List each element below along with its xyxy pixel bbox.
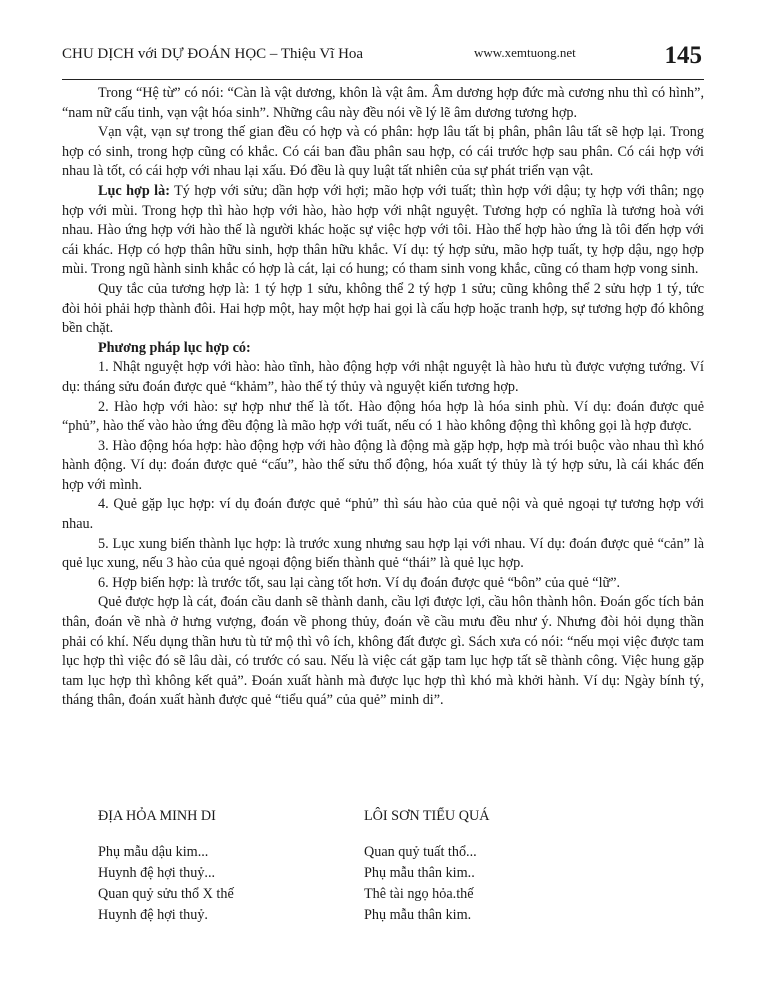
list-item: 3. Hào động hóa hợp: hào động hợp với hào động là động mà gặp hợp, hợp mà trói buộc vào nhau thì khó hành động. Ví dụ: đoán được quẻ “cấu”, hào thế sửu thổ động, hóa xuất tý thủy là tý hợp sửu, là cái khác đến hợp với mình. [62, 437, 704, 493]
hexagram-line: Huynh đệ hợi thuỷ. [98, 907, 208, 923]
section-heading: Phương pháp lục hợp có: [98, 339, 251, 356]
hexagram-line: Quan quỷ tuất thổ... [364, 844, 477, 860]
hexagram-line: Quan quỷ sửu thổ X thế [98, 886, 234, 902]
hexagram-right [364, 806, 624, 923]
hexagram-line: Huynh đệ hợi thuỷ... [98, 865, 216, 881]
hexagram-name: ĐỊA HỎA MINH DI [98, 808, 216, 824]
page-header [62, 42, 704, 80]
paragraph: Vạn vật, vạn sự trong thế gian đều có hợp và có phân: hợp lâu tất bị phân, phân lâu tất sẽ hợp lại. Trong hợp có sinh, trong hợp cũng có khắc. Có cái ban đầu phân sau hợp, có cái trước hợp sau phân. Có cái hợp với nhau là tốt, có cái hợp với nhau lại xấu. Đó đều là quy luật tất nhiên của sự phát triển vạn vật. [62, 124, 704, 180]
body-text [62, 84, 704, 711]
paragraph: Quy tắc của tương hợp là: 1 tý hợp 1 sửu, không thể 2 tý hợp 1 sửu; cũng không thể 2 sửu hợp 1 tý, tức đòi hỏi phải hợp thành đôi. Hai hợp một, hay một hợp hai gọi là cấu hợp hoặc tranh hợp, sự tương hợp đó không bền chặt. [62, 280, 704, 337]
list-item: 2. Hào hợp với hào: sự hợp như thế là tốt. Hào động hóa hợp là hóa sinh phù. Ví dụ: đoán được quẻ “phủ”, hào thế vào hào ứng đều động là mão hợp với tuất, nếu có 1 hào không động thì không gọi là hợp được. [62, 398, 704, 435]
hexagram-line: Phụ mẫu thân kim.. [364, 865, 475, 881]
paragraph: Trong “Hệ từ” có nói: “Càn là vật dương, khôn là vật âm. Âm dương hợp đức mà cương nhu thì có hình”, “nam nữ cấu tinh, vạn vật hóa sinh”. Những câu này đều nói về lý lẽ âm dương tương hợp. [62, 85, 704, 121]
paragraph: Quẻ được hợp là cát, đoán cầu danh sẽ thành danh, cầu lợi được lợi, cầu hôn thành hôn. Đoán gốc tích bản thân, đoán về nhà ở hưng vượng, đoán về phong thủy, đoán về cầu mưu đều như ý. Nhưng đòi hỏi dụng thần phải có khí. Nếu dụng thần hưu tù tử mộ thì vô ích, không đất được gì. Sách xưa có nói: “nếu mọi việc được tam lục hợp thì việc đó sẽ lâu dài, có trước có sau. Nếu là việc cát gặp tam lục hợp tất sẽ thành công. Việc hung gặp tam lục hợp thì không kết quả”. Đoán xuất hành mà được lục hợp thì khó mà khởi hành. Ví dụ: Ngày bính tý, tháng thân, đoán xuất hành được quẻ “tiểu quá” của quẻ” minh di”. [62, 594, 704, 709]
list-item: 1. Nhật nguyệt hợp với hào: hào tĩnh, hào động hợp với nhật nguyệt là hào hưu tù được vượng tướng. Ví dụ: tháng sửu đoán được quẻ “khảm”, hào thế tý thủy và nguyệt kiến tương hợp. [62, 359, 704, 395]
hexagram-line: Phụ mẫu dậu kim... [98, 844, 209, 860]
book-title: CHU DỊCH với DỰ ĐOÁN HỌC – Thiệu Vĩ Hoa [62, 46, 364, 62]
list-item: 4. Quẻ gặp lục hợp: ví dụ đoán được quẻ “phủ” thì sáu hào của quẻ nội và quẻ ngoại tự tương hợp với nhau. [62, 496, 704, 533]
hexagram-line: Thê tài ngọ hỏa.thế [364, 886, 474, 902]
hexagram-line: Phụ mẫu thân kim. [364, 907, 472, 923]
website-url: www.xemtuong.net [474, 45, 576, 60]
list-item: 5. Lục xung biến thành lục hợp: là trước xung nhưng sau hợp lại với nhau. Ví dụ: đoán được quẻ “cản” là quẻ lục xung, nếu 3 hào của quẻ ngoại động biến thành quẻ “thái” là quẻ lục hợp. [62, 535, 704, 572]
header-divider [62, 79, 704, 80]
paragraph-lead: Lục hợp là: [98, 182, 170, 199]
list-item: 6. Hợp biến hợp: là trước tốt, sau lại càng tốt hơn. Ví dụ đoán được quẻ “bôn” của quẻ “lữ”. [98, 574, 621, 591]
hexagram-left [98, 806, 358, 923]
hexagram-name: LÔI SƠN TIỂU QUÁ [364, 808, 490, 824]
page-number: 145 [664, 42, 702, 69]
paragraph: Lục hợp là: Tý hợp với sửu; dần hợp với hợi; mão hợp với tuất; thìn hợp với dậu; tỵ hợp với thân; ngọ hợp với mùi. Trong hợp thì hào hợp với hào, hào hợp với nhật nguyệt. Tương hợp có nghĩa là tương hoà với nhau. Hào ứng hợp với hào thế là người khác hoặc sự việc hợp với tôi. Hào thế hợp hào ứng là tôi đến hợp với cái khác. Hợp có hợp thân hữu sinh, hợp thân hữu khắc. Ví dụ: tý hợp sửu, mão hợp tuất, tỵ hợp dậu, ngọ hợp mùi. Trong ngũ hành sinh khắc có hợp là cát, lại có hung; có tham sinh vong khắc, cũng có tham hợp vong sinh. [62, 182, 704, 278]
